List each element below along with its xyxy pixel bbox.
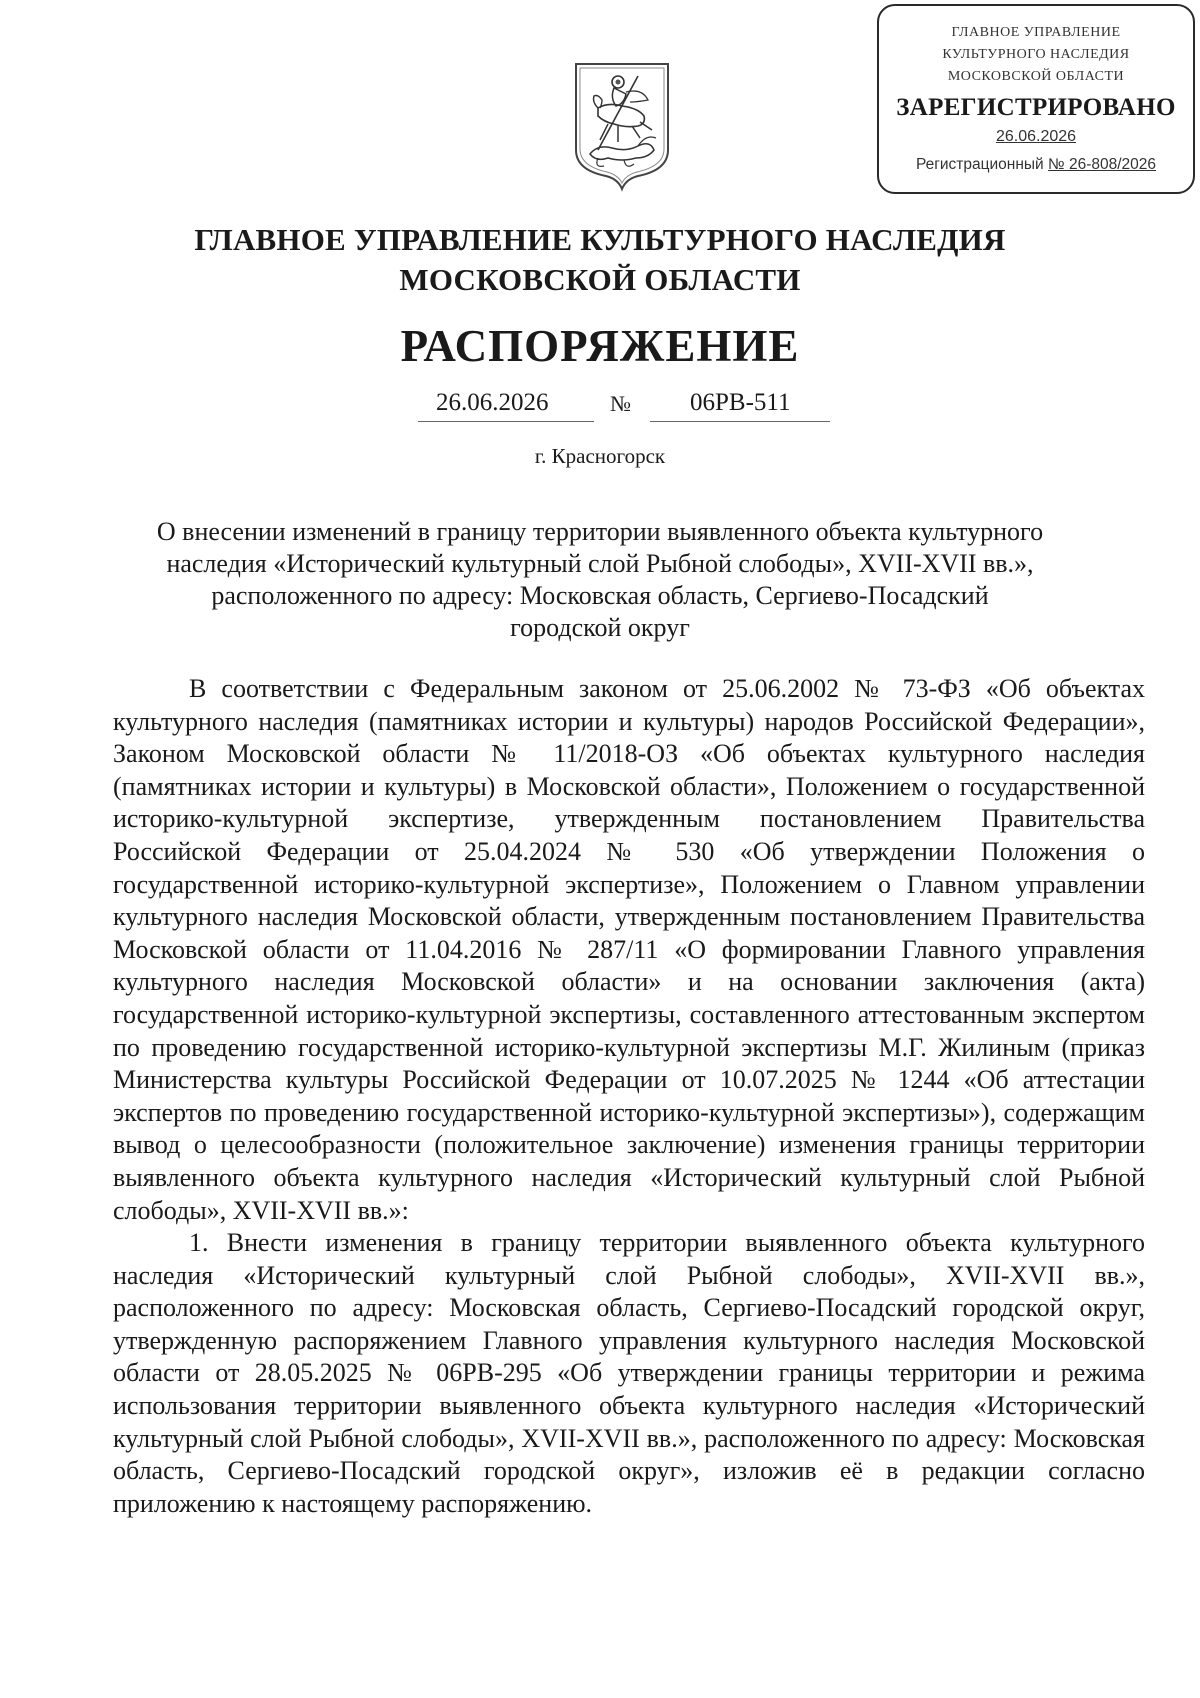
document-subject [120,516,1080,644]
document-number: 06РВ-511 [690,389,791,416]
stamp-reg-label: Регистрационный [915,156,1044,173]
number-sign: № [610,391,631,416]
registration-stamp [877,4,1195,194]
document-date: 26.06.2026 [436,389,549,416]
stamp-reg-number: № 26-808/2026 [1048,156,1157,173]
date-underline [418,421,594,422]
subject-line: наследия «Исторический культурный слой Рыбной слободы», XVII-XVII вв.», [166,549,1034,578]
date-number-line [418,389,830,423]
document-type: РАСПОРЯЖЕНИЕ [400,321,800,371]
stamp-date: 26.06.2026 [995,128,1077,145]
stamp-organization [879,22,1193,88]
stamp-status: ЗАРЕГИСТРИРОВАНО [896,94,1176,121]
organization-title [0,220,1200,300]
stamp-org-line: ГЛАВНОЕ УПРАВЛЕНИЕ [951,25,1121,40]
document-city: г. Красногорск [534,444,666,468]
stamp-registration-number [879,156,1193,174]
subject-line: расположенного по адресу: Московская область, Сергиево-Посадский [211,581,989,610]
body-paragraph-item-1: 1. Внести изменения в границу территории выявленного объекта культурного наследия «Исторический культурный слой Рыбной слободы», XVII-XVII вв.», расположенного по адресу: Московская область, Сергиево-Посадский городской округ, утвержденную распоряжением Главного управления культурного наследия Московской области от 28.05.2025 № 06РВ-295 «Об утверждении границы территории и режима использования территории выявленного объекта культурного наследия «Исторический культурный слой Рыбной слободы», XVII-XVII вв.», расположенного по адресу: Московская область, Сергиево-Посадский городской округ», изложив её в редакции согласно приложению к настоящему распоряжению. [113,1228,1145,1518]
body-paragraph-preamble: В соответствии с Федеральным законом от 25.06.2002 № 73-ФЗ «Об объектах культурного наследия (памятниках истории и культуры) народов Российской Федерации», Законом Московской области № 11/2018-ОЗ «Об объектах культурного наследия (памятниках истории и культуры) в Московской области», Положением о государственной историко-культурной экспертизе, утвержденным постановлением Правительства Российской Федерации от 25.04.2024 № 530 «Об утверждении Положения о государственной историко-культурной экспертизе», Положением о Главном управлении культурного наследия Московской области, утвержденным постановлением Правительства Московской области от 11.04.2016 № 287/11 «О формировании Главного управления культурного наследия Московской области» и на основании заключения (акта) государственной историко-культурной экспертизы, составленного аттестованным экспертом по проведению государственной историко-культурной экспертизы М.Г. Жилиным (приказ Министерства культуры Российской Федерации от 10.07.2025 № 1244 «Об аттестации экспертов по проведению государственной историко-культурной экспертизы»), содержащим вывод о целесообразности (положительное заключение) изменения границы территории выявленного объекта культурного наследия «Исторический культурный слой Рыбной слободы», XVII-XVII вв.»: [113,674,1145,1225]
organization-title-line: МОСКОВСКОЙ ОБЛАСТИ [399,262,801,297]
stamp-org-line: КУЛЬТУРНОГО НАСЛЕДИЯ [942,47,1130,62]
number-underline [650,421,830,422]
organization-title-line: ГЛАВНОЕ УПРАВЛЕНИЕ КУЛЬТУРНОГО НАСЛЕДИЯ [194,222,1006,257]
document-body [113,673,1145,1520]
subject-line: городской округ [510,613,690,642]
coat-of-arms-icon [568,58,676,192]
stamp-org-line: МОСКОВСКОЙ ОБЛАСТИ [947,69,1125,84]
subject-line: О внесении изменений в границу территории выявленного объекта культурного [156,517,1044,546]
